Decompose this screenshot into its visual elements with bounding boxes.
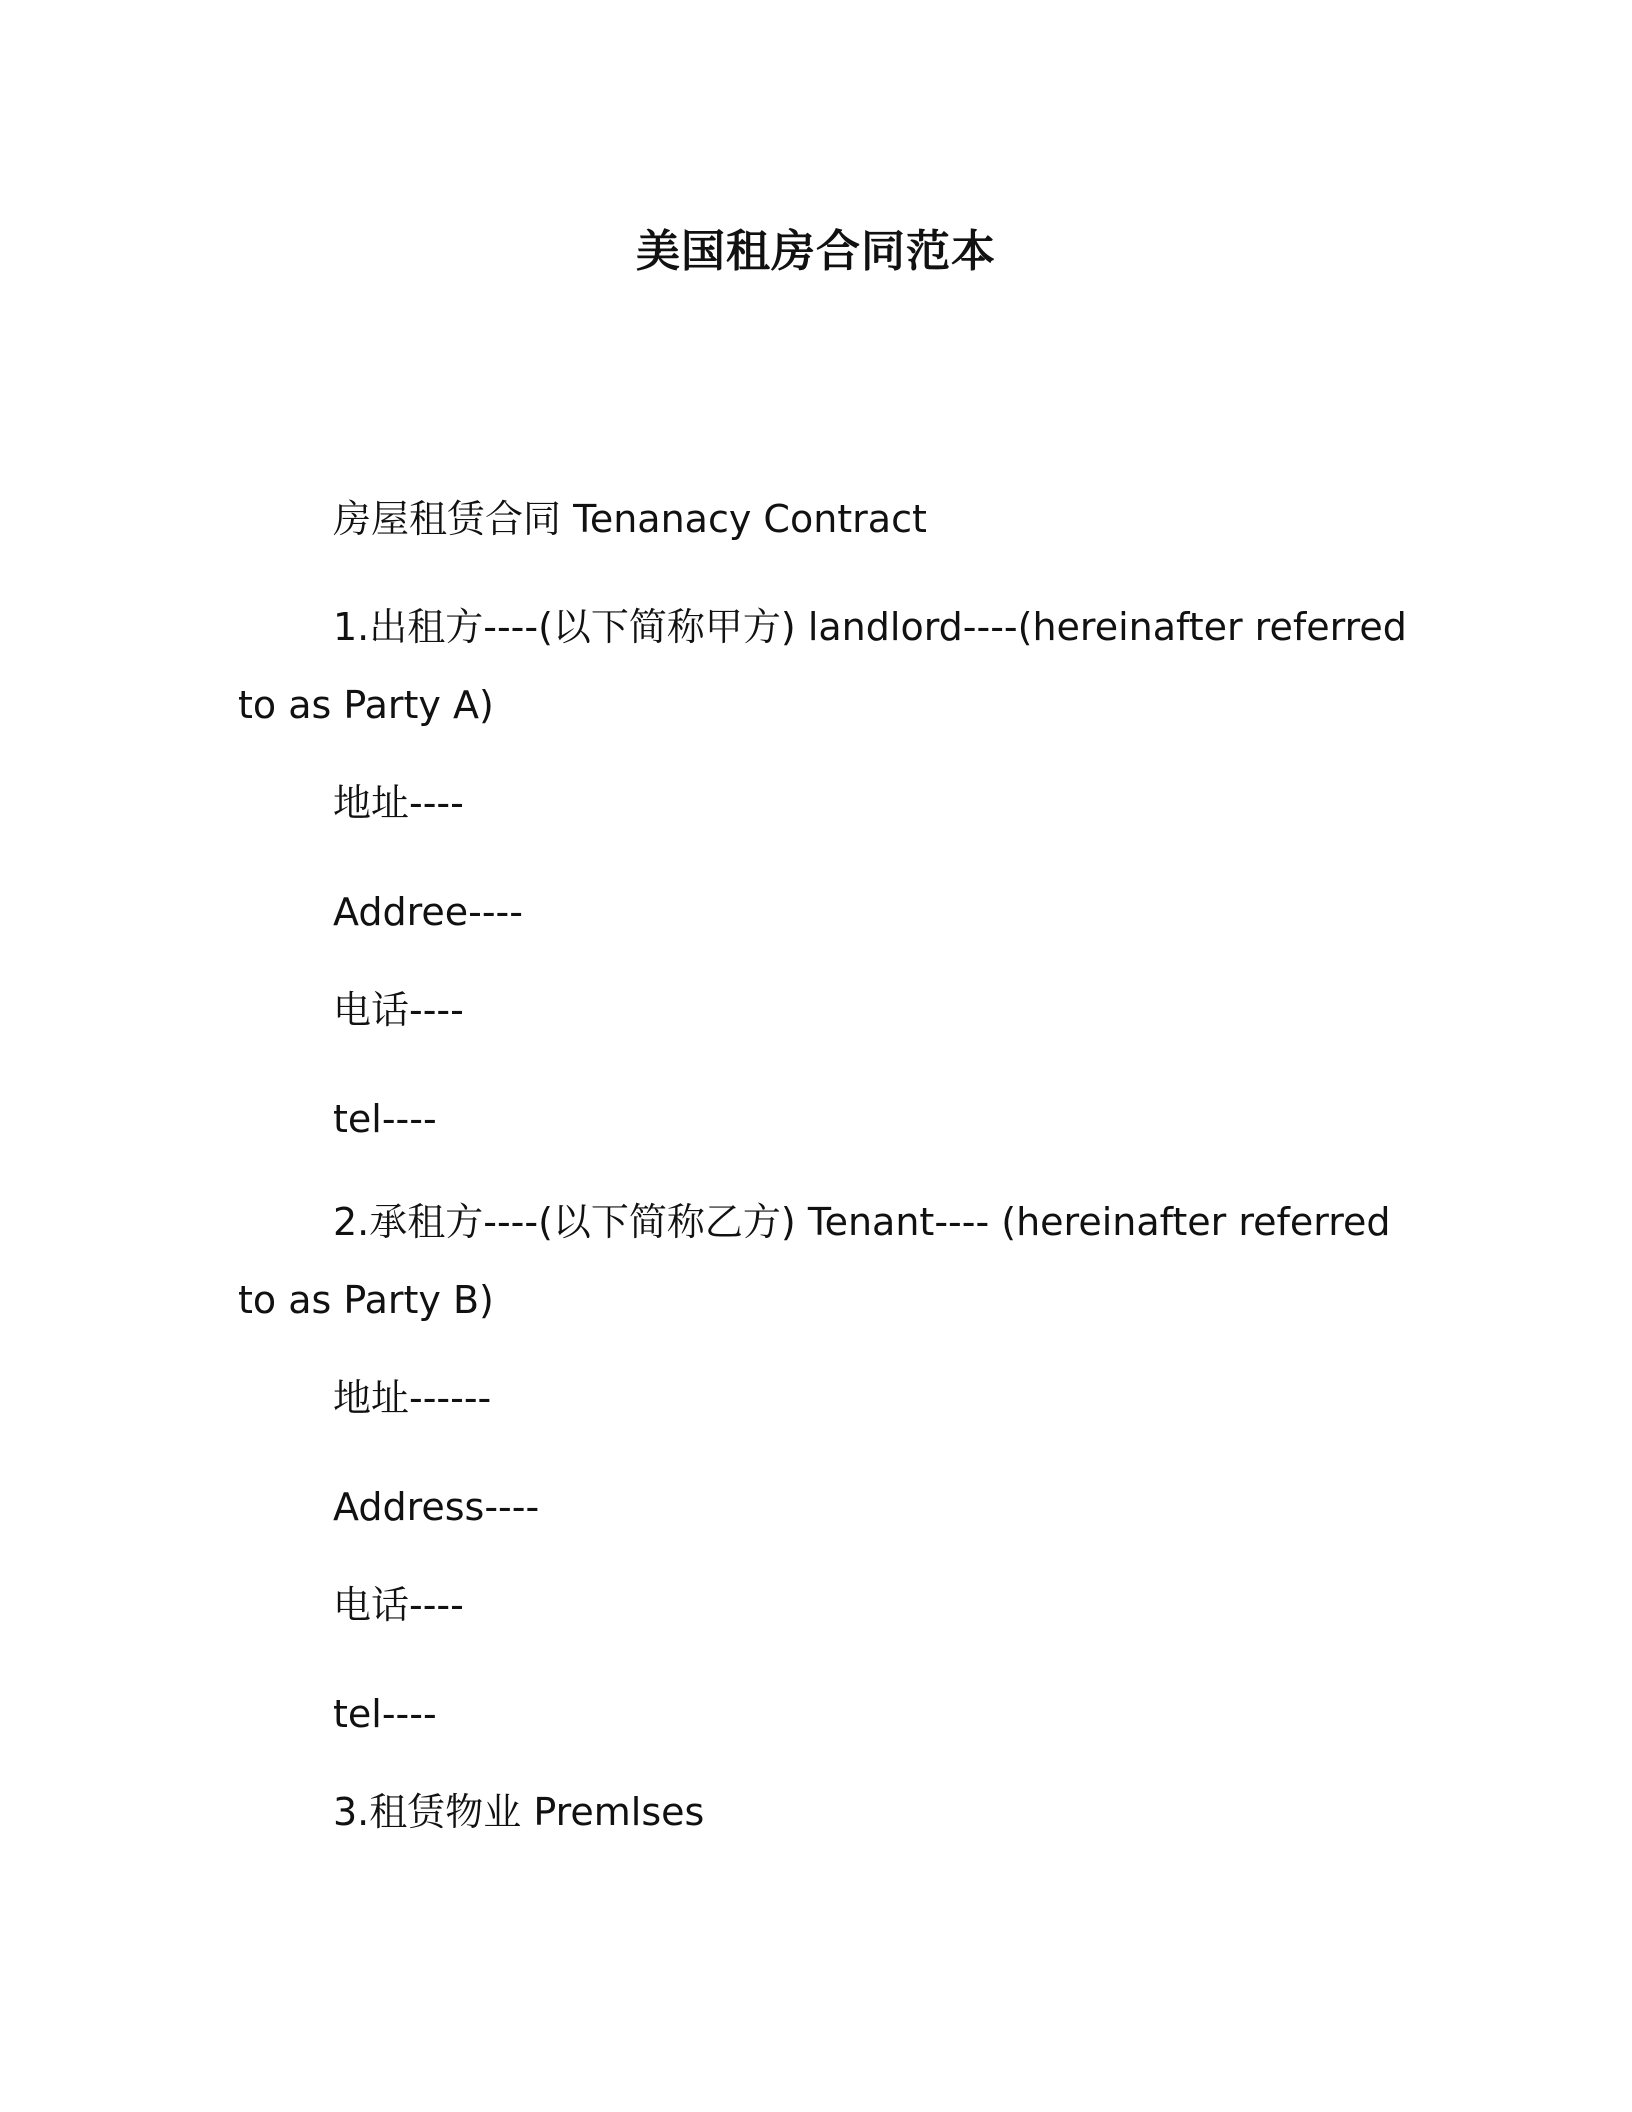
landlord-tel-en: tel---- — [333, 1097, 437, 1141]
landlord-address-en: Addree---- — [333, 890, 523, 934]
tenant-address-en: Address---- — [333, 1485, 540, 1529]
contract-heading: 房屋租赁合同 Tenanacy Contract — [333, 497, 927, 541]
premises-heading: 3.租赁物业 Premlses — [333, 1790, 705, 1834]
tenant-clause-line1: 2.承租方----(以下简称乙方) Tenant---- (hereinafter referred — [333, 1200, 1391, 1244]
tenant-clause-line2: to as Party B) — [238, 1278, 494, 1322]
tenant-address-cn: 地址------ — [333, 1376, 492, 1420]
landlord-address-cn: 地址---- — [333, 781, 464, 825]
document-title: 美国租房合同范本 — [636, 226, 996, 277]
tenant-tel-en: tel---- — [333, 1692, 437, 1736]
landlord-clause-line1: 1.出租方----(以下简称甲方) landlord----(hereinafter referred — [333, 605, 1407, 649]
tenant-tel-cn: 电话---- — [333, 1583, 464, 1627]
landlord-tel-cn: 电话---- — [333, 988, 464, 1032]
landlord-clause-line2: to as Party A) — [238, 683, 494, 727]
